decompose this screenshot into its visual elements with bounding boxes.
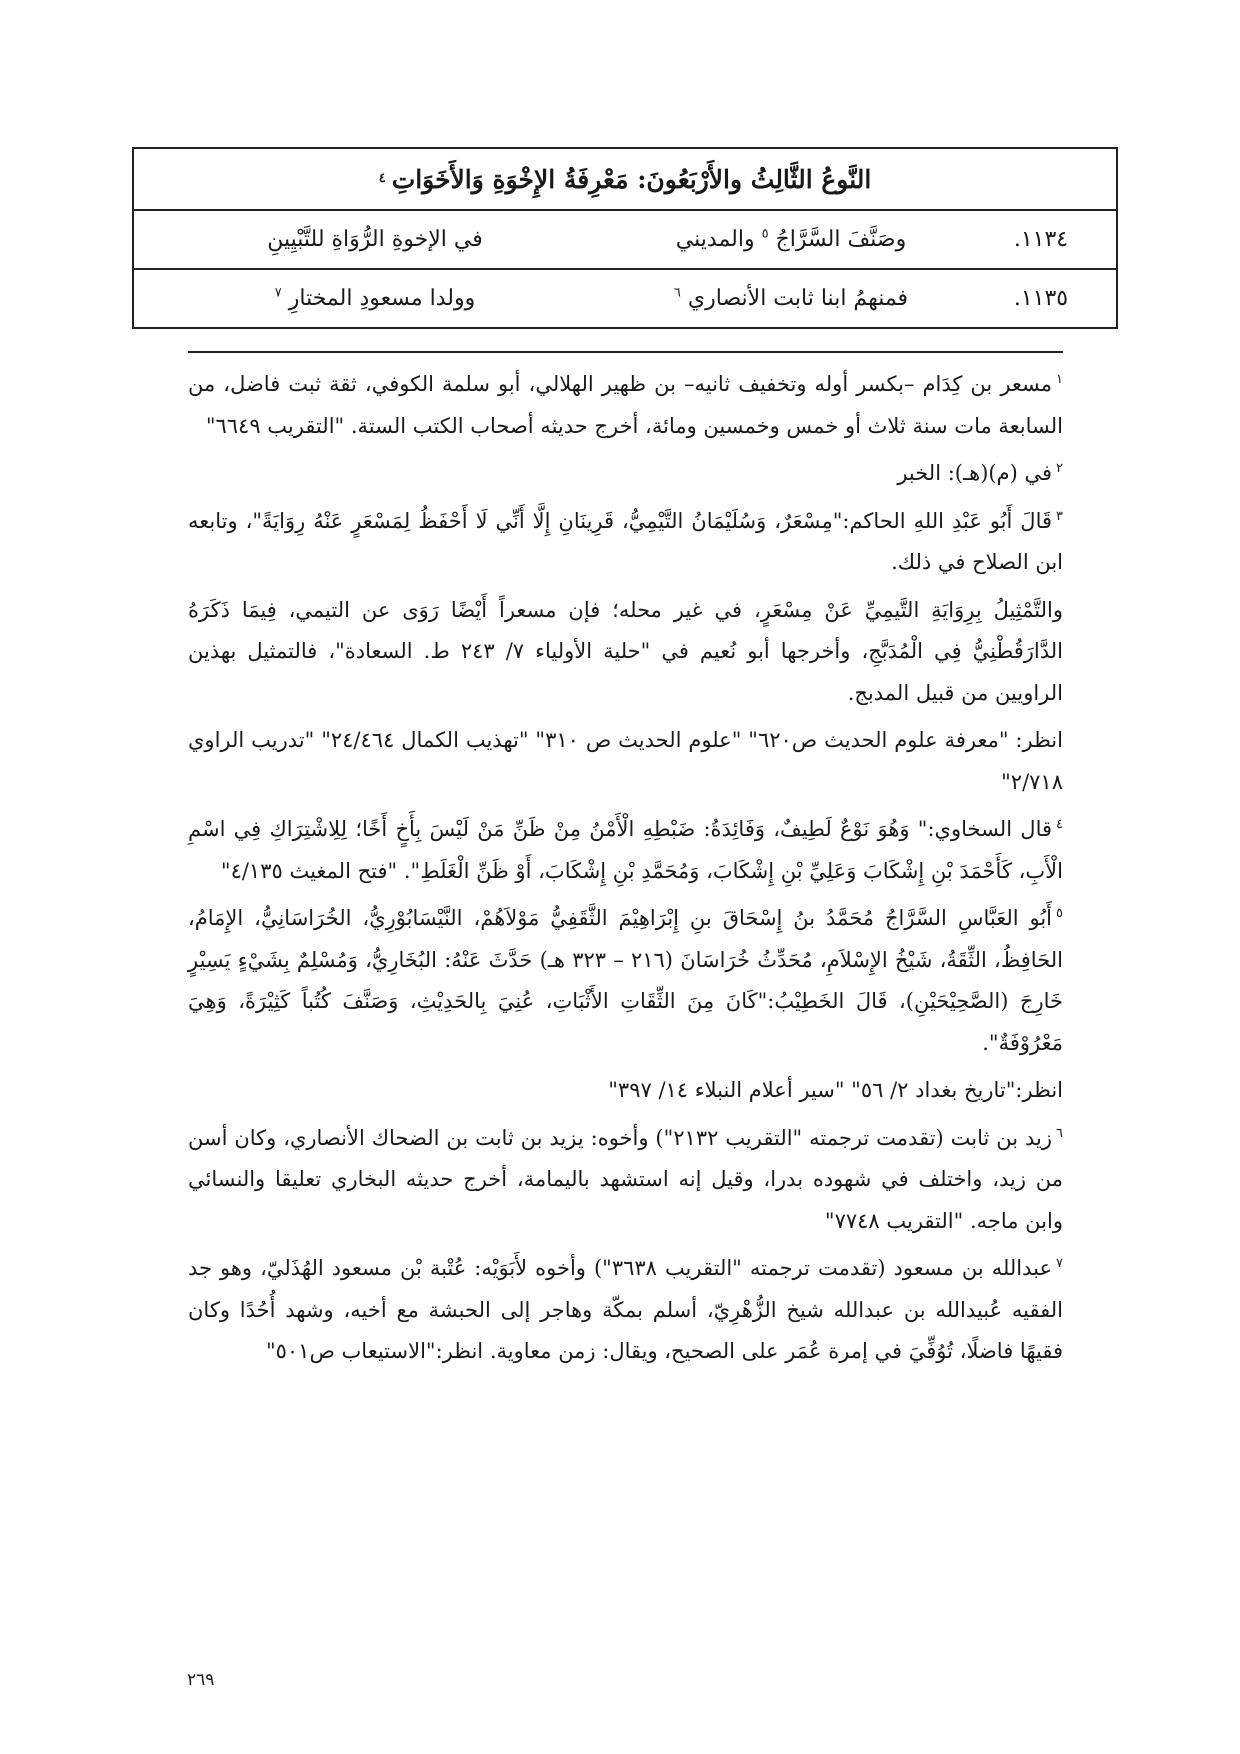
footnote-number: ٥	[1056, 906, 1063, 921]
footnote	[188, 1248, 1063, 1373]
verse-number: ١١٣٤.	[1013, 227, 1069, 252]
hemistich-text: وصَنَّفَ السَّرَّاجُ	[775, 227, 907, 252]
footnote-ref: ٧	[274, 285, 282, 301]
footnote-text: قَالَ أَبُو عَبْدِ اللهِ الحاكم:"مِسْعَرٌ، وَسُلَيْمَانُ التَّيْمِيُّ، قَرِينَانِ إِلَّا أَنِّي لَا أَحْفَظُ لِمَسْعَرٍ عَنْهُ رِوَايَةً"، وتابعه ابن الصلاح في ذلك.	[188, 508, 1063, 574]
footnote-text: انظر: "معرفة علوم الحديث ص٦٢٠" "علوم الحديث ص ٣١٠" "تهذيب الكمال ٢٤/٤٦٤" "تدريب الراوي ٢/٧١٨"	[188, 728, 1063, 794]
footnote-number: ٦	[1056, 1125, 1063, 1141]
footnote-text: مسعر بن كِدَام –بكسر أوله وتخفيف ثانيه– بن ظهير الهلالي، أبو سلمة الكوفي، ثقة ثبت فاضل، من السابعة مات سنة ثلاث أو خمس وخمسين ومائة، أخرج حديثه أصحاب الكتب الستة. "التقريب ٦٦٤٩"	[188, 372, 1063, 438]
footnote	[188, 1118, 1063, 1243]
footnote	[188, 898, 1063, 1064]
footnote-text: قال السخاوي:" وَهُوَ نَوْعٌ لَطِيفٌ، وَفَائِدَةُ: ضَبْطِهِ الْأَمْنُ مِنْ ظَنِّ مَنْ لَيْسَ بِأَخٍ أَخًا؛ لِلِاشْتِرَاكِ فِي اسْمِ الْأَبِ، كَأَحْمَدَ بْنِ إِشْكَابَ وَعَلِيِّ بْنِ إِشْكَابَ، وَمُحَمَّدِ بْنِ إِشْكَابَ، أَوْ ظَنِّ الْغَلَطِ". "فتح المغيث ٤/١٣٥"	[188, 817, 1063, 883]
footnote	[188, 364, 1063, 447]
verse-number: ١١٣٥.	[1013, 286, 1069, 311]
footnote-ref: ٦	[673, 285, 681, 301]
verse-first-hemistich	[616, 286, 966, 311]
footnote-separator	[188, 351, 1063, 353]
footnote-number: ١	[1056, 372, 1063, 387]
verse-row	[134, 268, 1116, 327]
page-number: ٢٦٩	[187, 1670, 215, 1690]
footnotes	[188, 364, 1063, 1379]
verse-row	[134, 211, 1116, 268]
hemistich-tail: والمديني	[675, 227, 755, 252]
verse-first-hemistich	[616, 227, 966, 252]
chapter-heading-text: النَّوعُ الثَّالِثُ والأَرْبَعُونَ: مَعْرِفَةُ الإِخْوَةِ وَالأَخَوَاتِ	[391, 164, 872, 194]
footnote-number: ٤	[1056, 817, 1063, 832]
footnote-paragraph	[188, 720, 1063, 803]
footnote-number: ٣	[1056, 508, 1063, 524]
hemistich-text: في الإخوةِ الرُّوَاةِ للتَّبْيِينِ	[267, 227, 483, 252]
footnote-number: ٢	[1056, 461, 1063, 476]
verse-second-hemistich	[134, 227, 616, 252]
footnote-text: عبدالله بن مسعود (تقدمت ترجمته "التقريب ٣٦٣٨") وأخوه لأَبَوَيْه: عُتْبة بْن مسعود الهُذَليّ، وهو جد الفقيه عُبيدالله بن عبدالله شيخ الزُّهْرِيّ، أسلم بمكّة وهاجر إلى الحبشة مع أخيه، وشهد أُحُدًا وكان فقيهًا فاضلًا، تُوُفِّيَ في إمرة عُمَر على الصحيح، ويقال: زمن معاوية. انظر:"الاستيعاب ص٥٠١"	[188, 1256, 1063, 1363]
footnote-number: ٧	[1056, 1256, 1064, 1271]
footnote	[188, 453, 1063, 495]
verse-table	[132, 147, 1118, 329]
hemistich-text: فمنهمُ ابنا ثابت الأنصاري	[687, 286, 909, 311]
footnote	[188, 809, 1063, 892]
footnote-paragraph	[188, 1070, 1063, 1112]
chapter-heading: النَّوعُ الثَّالِثُ والأَرْبَعُونَ: مَعْرِفَةُ الإِخْوَةِ وَالأَخَوَاتِ ٤	[134, 149, 1116, 211]
footnote-ref: ٥	[761, 226, 769, 242]
footnote-text: في (م)(هـ): الخبر	[897, 461, 1053, 485]
hemistich-text: وولدا مسعودِ المختارِ	[288, 286, 476, 311]
footnote	[188, 501, 1063, 584]
footnote-text: والتَّمْثِيلُ بِرِوَايَةِ التَّيمِيِّ عَنْ مِسْعَرٍ، في غير محله؛ فإن مسعراً أَيْضًا رَوَى عن التيمي، فِيمَا ذَكَرَهُ الدَّارَقُطْنِيُّ فِي الْمُدَبَّجِ، وأخرجها أبو نُعيم في "حلية الأولياء ٧/ ٢٤٣ ط. السعادة"، فالتمثيل بهذين الراويين من قبيل المدبج.	[188, 597, 1063, 705]
footnote-text: زيد بن ثابت (تقدمت ترجمته "التقريب ٢١٣٢") وأخوه: يزيد بن ثابت بن الضحاك الأنصاري، وكان أسن من زيد، واختلف في شهوده بدرا، وقيل إنه استشهد باليمامة، أخرج حديثه البخاري تعليقا والنسائي وابن ماجه. "التقريب ٧٧٤٨"	[188, 1125, 1063, 1233]
verse-second-hemistich	[134, 286, 616, 311]
footnote-text: أَبُو العَبَّاسِ السَّرَّاجُ مُحَمَّدُ بنُ إِسْحَاقَ بنِ إِبْرَاهِيْمَ الثَّقَفِيُّ مَوْلاَهُمْ، النَّيْسَابُوْرِيُّ، الخُرَاسَانِيُّ، الإِمَامُ، الحَافِظُ، الثِّقَةُ، شَيْخُ الإِسْلاَمِ، مُحَدِّثُ خُرَاسَانَ (٢١٦ – ٣٢٣ هـ) حَدَّثَ عَنْهُ: البُخَارِيُّ، وَمُسْلِمٌ بِشَيْءٍ يَسِيْرٍ خَارِجَ (الصَّحِيْحَيْنِ)، قَالَ الخَطِيْبُ:"كَانَ مِنَ الثِّقَاتِ الأَثْبَاتِ، عُنِيَ بِالحَدِيْثِ، وَصَنَّفَ كُتُباً كَثِيْرَةً، وَهِيَ مَعْرُوْفَةٌ".	[188, 906, 1063, 1055]
footnote-text: انظر:"تاريخ بغداد ٢/ ٥٦" "سير أعلام النبلاء ١٤/ ٣٩٧"	[608, 1078, 1063, 1102]
footnote-paragraph	[188, 590, 1063, 715]
